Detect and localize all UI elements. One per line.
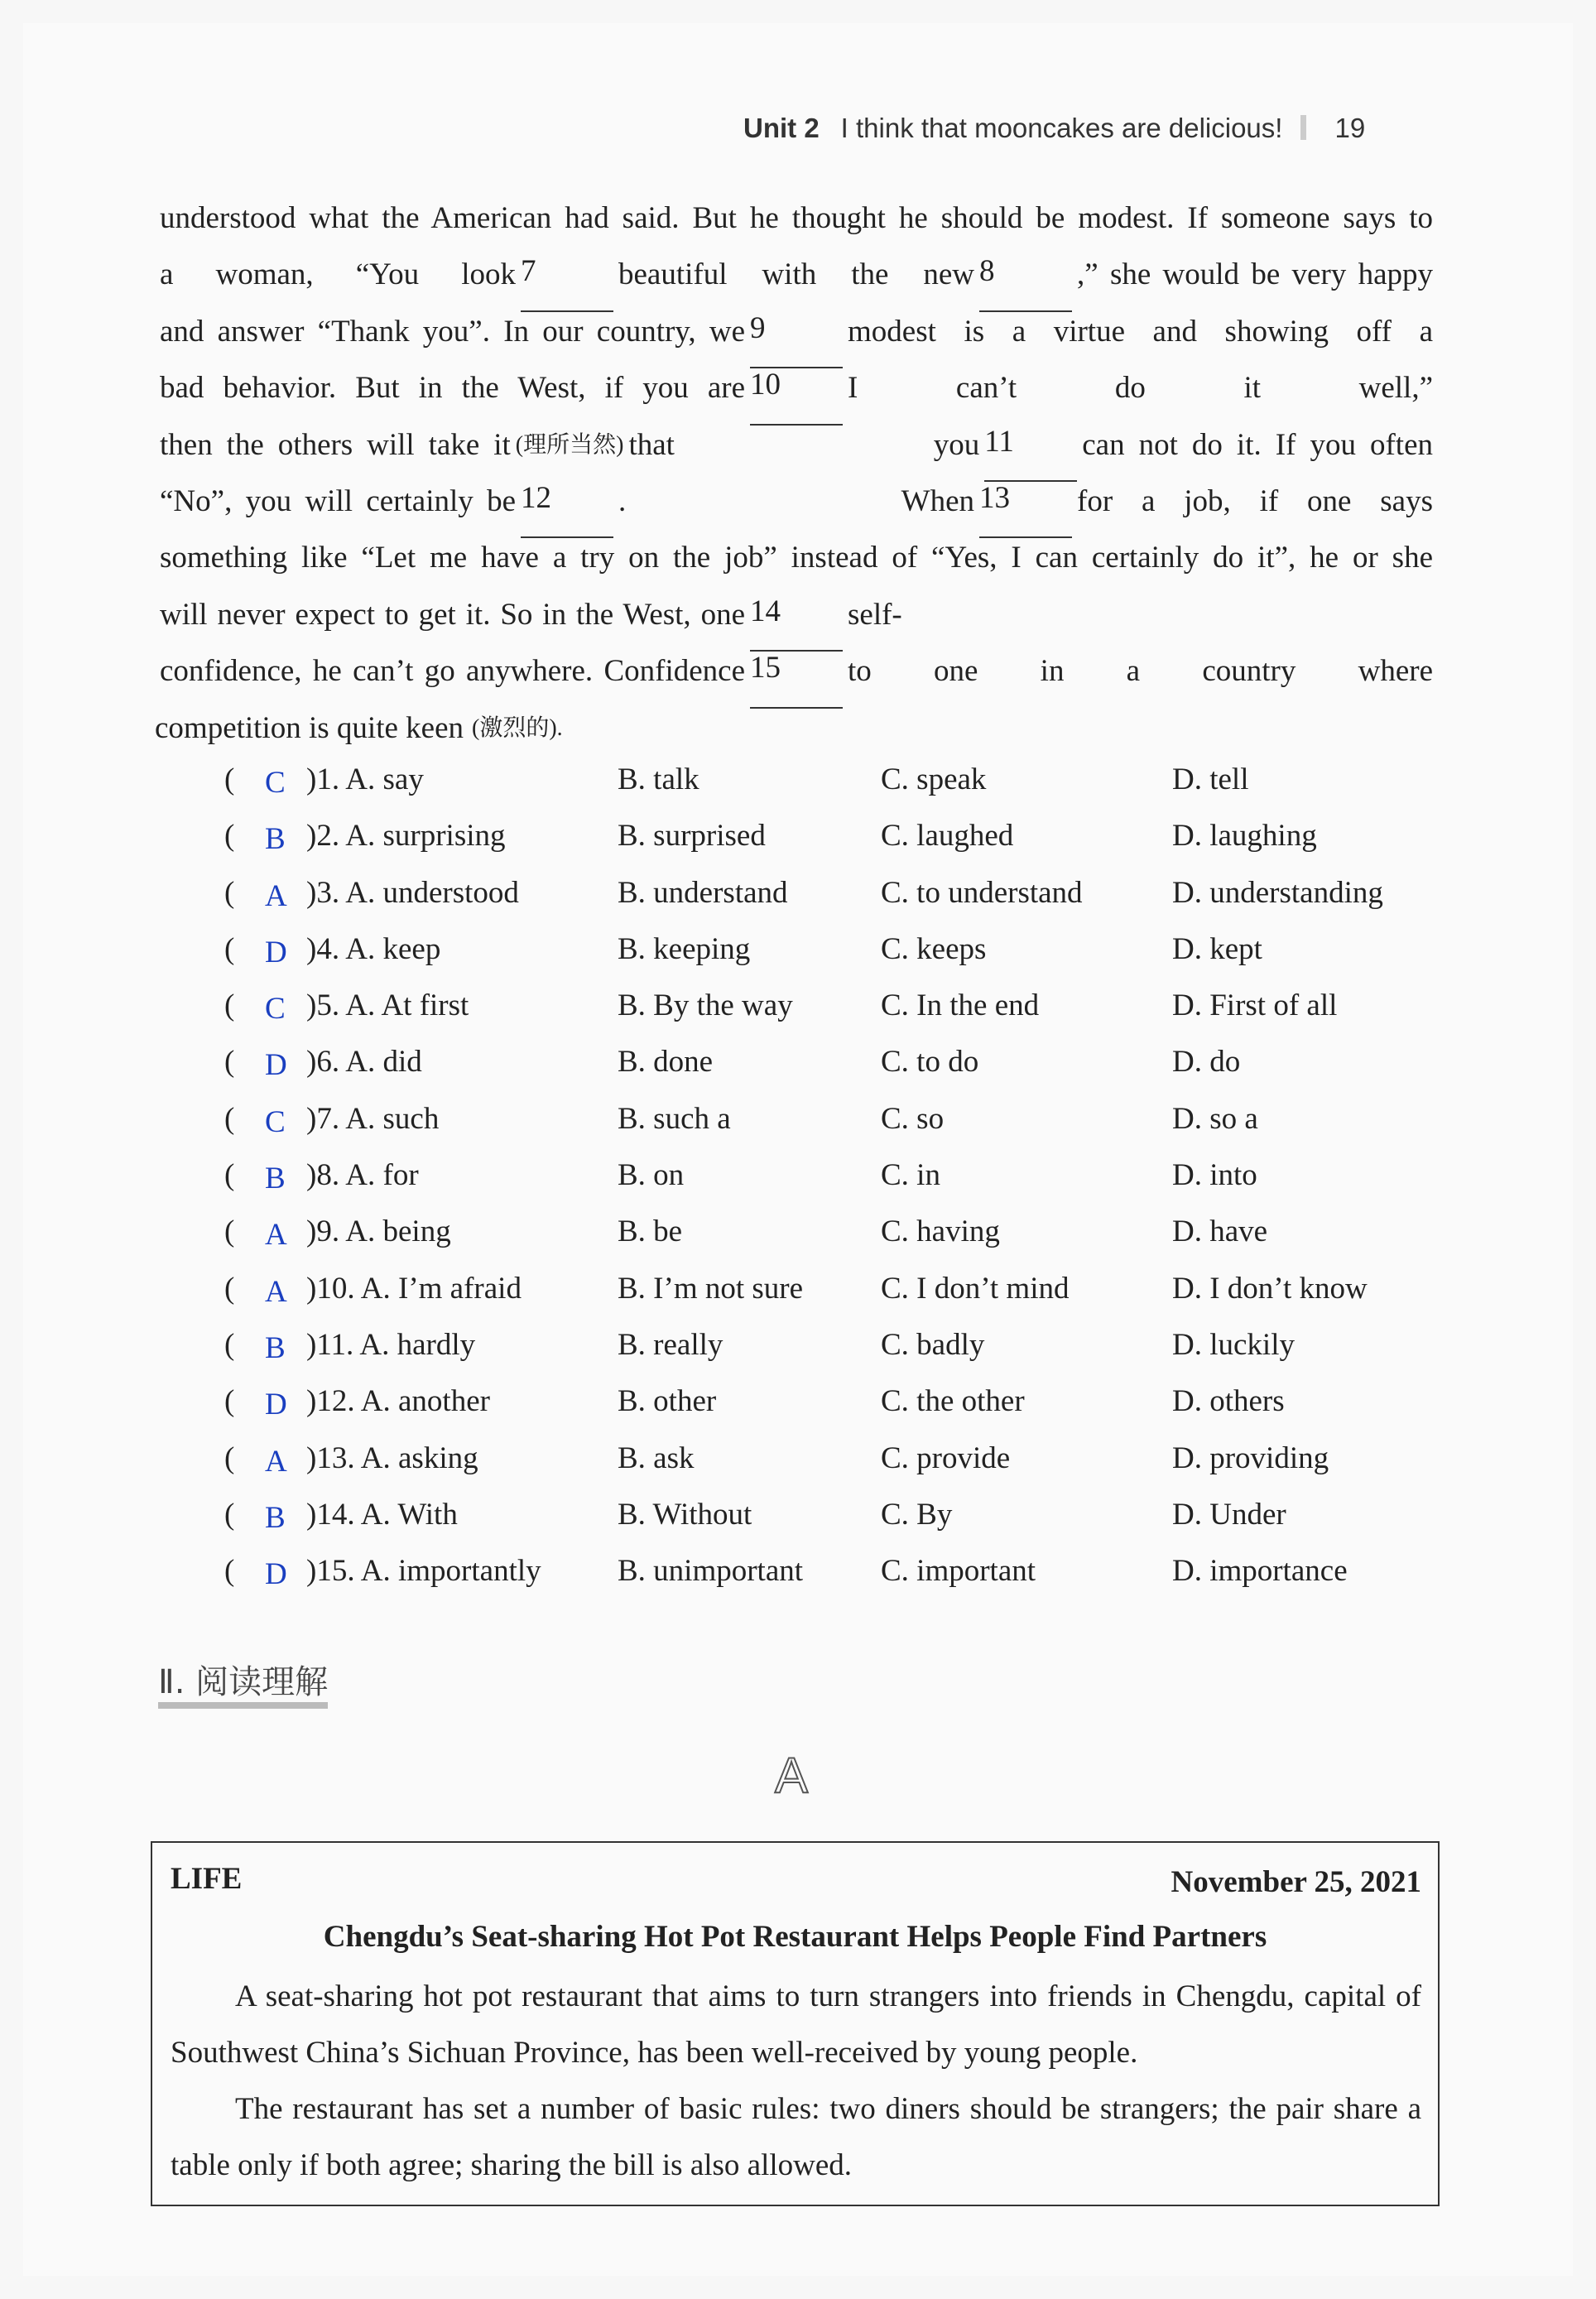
option-a: )8. A. for — [306, 1158, 419, 1193]
answer: B — [265, 1500, 286, 1535]
option-a: )12. A. another — [306, 1384, 490, 1419]
passage-text: a woman, “You look — [160, 257, 516, 292]
question-row — [0, 1440, 1596, 1497]
question-row — [0, 1157, 1596, 1214]
question-row — [0, 1044, 1596, 1100]
option-b: B. done — [618, 1045, 714, 1080]
open-paren: ( — [224, 762, 235, 796]
option-a: )9. A. being — [306, 1214, 451, 1249]
question-row — [0, 875, 1596, 931]
option-d: D. into — [1172, 1158, 1257, 1193]
open-paren: ( — [224, 1554, 235, 1589]
answer: B — [265, 1162, 286, 1196]
option-c: C. I don’t mind — [881, 1271, 1070, 1306]
option-d: D. providing — [1172, 1440, 1329, 1475]
option-a: )7. A. such — [306, 1101, 440, 1136]
option-b: B. surprised — [618, 819, 766, 854]
option-c: C. keeps — [881, 931, 987, 966]
passage-text: something like “Let me have a try on the job” instead of “Yes, I can certainly do it”, he or she — [160, 541, 1433, 575]
passage-text: beautiful with the new — [618, 257, 974, 292]
passage-text: “No”, you will certainly be — [160, 483, 516, 518]
option-b: B. unimportant — [618, 1554, 804, 1589]
option-c: C. laughed — [881, 819, 1014, 854]
unit-label: Unit 2 — [743, 113, 820, 143]
passage-text: . When — [618, 483, 974, 518]
passage-text: bad behavior. But in the West, if you are — [160, 371, 745, 406]
cloze-blank: 7 — [521, 255, 613, 311]
passage-text: for a job, if one says — [1077, 483, 1433, 518]
option-a: )2. A. surprising — [306, 819, 506, 854]
option-a: )14. A. With — [306, 1497, 458, 1532]
option-c: C. so — [881, 1101, 945, 1136]
option-c: C. important — [881, 1554, 1036, 1589]
option-b: B. really — [618, 1327, 723, 1362]
option-c: C. By — [881, 1497, 953, 1532]
option-b: B. Without — [618, 1497, 752, 1532]
cloze-blank: 9 — [750, 312, 843, 368]
passage-text: ,” she would be very happy — [1077, 257, 1433, 292]
passage-line — [155, 199, 1438, 255]
passage-line — [155, 652, 1438, 708]
passage-line — [155, 538, 1438, 594]
option-d: D. I don’t know — [1172, 1271, 1368, 1306]
option-b: B. understand — [618, 875, 788, 910]
option-b: B. ask — [618, 1440, 695, 1475]
option-b: B. By the way — [618, 988, 793, 1023]
cloze-blank: 13 — [979, 482, 1072, 538]
option-c: C. to do — [881, 1045, 979, 1080]
answer: C — [265, 1104, 286, 1139]
option-d: D. importance — [1172, 1554, 1348, 1589]
question-row — [0, 762, 1596, 818]
section-heading: Ⅱ. 阅读理解 — [158, 1662, 328, 1709]
answer: D — [265, 1557, 287, 1592]
question-row — [0, 931, 1596, 988]
open-paren: ( — [224, 931, 235, 966]
answer: B — [265, 822, 286, 857]
article-box — [151, 1841, 1440, 2206]
open-paren: ( — [224, 1101, 235, 1136]
option-d: D. tell — [1172, 762, 1249, 796]
answer: A — [265, 1274, 287, 1309]
chinese-gloss: (理所当然) — [515, 431, 624, 458]
passage-text: self- — [848, 597, 902, 632]
passage-text: I can’t do it well,” — [848, 371, 1433, 406]
passage-text: modest is a virtue and showing off a — [848, 314, 1433, 349]
option-a: )10. A. I’m afraid — [306, 1271, 522, 1306]
passage-letter: A — [775, 1748, 809, 1803]
option-d: D. laughing — [1172, 819, 1317, 854]
passage-line — [155, 368, 1438, 425]
answer: D — [265, 1388, 287, 1422]
answer: B — [265, 1330, 286, 1365]
option-d: D. do — [1172, 1045, 1241, 1080]
cloze-blank: 14 — [750, 595, 843, 652]
option-c: C. provide — [881, 1440, 1011, 1475]
answer: A — [265, 1444, 287, 1479]
answer: D — [265, 935, 287, 969]
option-b: B. keeping — [618, 931, 751, 966]
option-d: D. understanding — [1172, 875, 1383, 910]
open-paren: ( — [224, 1271, 235, 1306]
question-row — [0, 818, 1596, 874]
option-b: B. I’m not sure — [618, 1271, 804, 1306]
cloze-blank: 12 — [521, 482, 613, 538]
answer: A — [265, 878, 287, 913]
passage-text: can not do it. If you often — [1082, 427, 1433, 462]
article-paragraph: A seat-sharing hot pot restaurant that aims to turn strangers into friends in Chengdu, capital of Southwest China’s Sichuan Province, has been well-received by young people. — [171, 1979, 1421, 2070]
option-a: )15. A. importantly — [306, 1554, 541, 1589]
passage-text: understood what the American had said. But he thought he should be modest. If someone says to — [160, 201, 1433, 235]
question-row — [0, 988, 1596, 1044]
option-a: )4. A. keep — [306, 931, 441, 966]
answer: C — [265, 766, 286, 800]
option-c: C. in — [881, 1158, 940, 1193]
open-paren: ( — [224, 1327, 235, 1362]
question-list — [0, 762, 1596, 1609]
page-header — [743, 113, 1365, 144]
question-row — [0, 1497, 1596, 1553]
option-b: B. on — [618, 1158, 685, 1193]
option-c: C. to understand — [881, 875, 1083, 910]
option-c: C. badly — [881, 1327, 985, 1362]
option-d: D. Under — [1172, 1497, 1286, 1532]
open-paren: ( — [224, 1158, 235, 1193]
option-a: )11. A. hardly — [306, 1327, 476, 1362]
passage-line — [155, 426, 1438, 482]
cloze-passage — [155, 199, 1438, 765]
passage-line — [155, 709, 1438, 765]
open-paren: ( — [224, 1384, 235, 1419]
open-paren: ( — [224, 875, 235, 910]
chinese-gloss: (激烈的). — [472, 714, 563, 741]
option-a: )1. A. say — [306, 762, 424, 796]
option-d: D. luckily — [1172, 1327, 1295, 1362]
option-c: C. having — [881, 1214, 1000, 1249]
passage-text: competition is quite keen — [155, 710, 464, 745]
option-d: D. kept — [1172, 931, 1262, 966]
passage-text: that you — [628, 427, 980, 462]
option-c: C. the other — [881, 1384, 1025, 1419]
open-paren: ( — [224, 1440, 235, 1475]
question-row — [0, 1327, 1596, 1383]
question-row — [0, 1271, 1596, 1327]
page-number: 19 — [1334, 113, 1366, 143]
cloze-blank: 10 — [750, 368, 843, 425]
question-row — [0, 1214, 1596, 1270]
question-row — [0, 1383, 1596, 1440]
answer: A — [265, 1218, 287, 1253]
option-b: B. talk — [618, 762, 699, 796]
unit-title: I think that mooncakes are delicious! — [840, 113, 1283, 143]
answer: D — [265, 1048, 287, 1083]
cloze-blank: 8 — [979, 255, 1072, 311]
question-row — [0, 1553, 1596, 1609]
option-c: C. speak — [881, 762, 987, 796]
option-d: D. First of all — [1172, 988, 1338, 1023]
article-date: November 25, 2021 — [1171, 1865, 1421, 1899]
passage-line — [155, 482, 1438, 538]
option-d: D. have — [1172, 1214, 1268, 1249]
passage-text: will never expect to get it. So in the West, one — [160, 597, 745, 632]
open-paren: ( — [224, 1214, 235, 1249]
option-d: D. so a — [1172, 1101, 1258, 1136]
option-a: )5. A. At first — [306, 988, 469, 1023]
open-paren: ( — [224, 988, 235, 1023]
option-b: B. other — [618, 1384, 717, 1419]
passage-line — [155, 255, 1438, 311]
passage-text: confidence, he can’t go anywhere. Confidence — [160, 654, 745, 689]
article-paragraph: The restaurant has set a number of basic rules: two diners should be strangers; the pair share a table only if both agree; sharing the bill is also allowed. — [171, 2092, 1421, 2182]
question-row — [0, 1101, 1596, 1157]
option-a: )13. A. asking — [306, 1440, 478, 1475]
option-c: C. In the end — [881, 988, 1040, 1023]
open-paren: ( — [224, 819, 235, 854]
option-b: B. such a — [618, 1101, 731, 1136]
answer: C — [265, 992, 286, 1027]
passage-text: then the others will take it — [160, 427, 511, 462]
header-divider — [1300, 115, 1306, 140]
option-b: B. be — [618, 1214, 683, 1249]
option-a: )3. A. understood — [306, 875, 519, 910]
passage-text: and answer “Thank you”. In our country, we — [160, 314, 745, 349]
option-d: D. others — [1172, 1384, 1285, 1419]
cloze-blank: 15 — [750, 652, 843, 708]
cloze-blank: 11 — [984, 426, 1077, 482]
open-paren: ( — [224, 1497, 235, 1532]
article-column: LIFE — [171, 1862, 243, 1896]
passage-text: to one in a country where — [848, 654, 1433, 689]
open-paren: ( — [224, 1045, 235, 1080]
option-a: )6. A. did — [306, 1045, 422, 1080]
passage-line — [155, 595, 1438, 652]
article-title: Chengdu’s Seat-sharing Hot Pot Restaurant Helps People Find Partners — [323, 1920, 1267, 1954]
passage-line — [155, 312, 1438, 368]
